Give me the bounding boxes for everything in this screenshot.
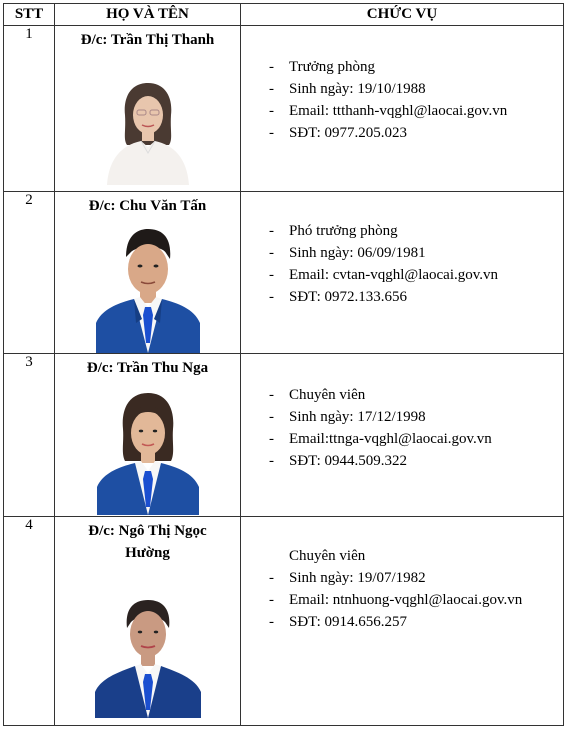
table-row — [4, 517, 564, 726]
info-cell — [241, 192, 564, 354]
person-name: Đ/c: Trần Thu Nga — [86, 360, 209, 376]
name-cell — [55, 354, 241, 517]
info-birthdate: - Sinh ngày: 19/07/1982 — [269, 570, 426, 586]
info-email: - Email: cvtan-vqghl@laocai.gov.vn — [269, 267, 499, 283]
header-stt: STT — [4, 4, 55, 26]
info-phone: - SĐT: 0944.509.322 — [269, 453, 408, 469]
info-email: - Email: ntnhuong-vqghl@laocai.gov.vn — [269, 592, 523, 608]
portrait-woman-blue-suit-icon — [97, 381, 199, 515]
person-name: Đ/c: Ngô Thị Ngọc Hường — [88, 523, 207, 561]
portrait-woman-white-shirt-icon — [101, 73, 195, 185]
row-number: 3 — [4, 354, 55, 517]
portrait-woman-blue-suit-icon — [95, 592, 201, 718]
info-email: - Email: ttthanh-vqghl@laocai.gov.vn — [269, 103, 508, 119]
table-row — [4, 26, 564, 192]
info-position: - Chuyên viên — [269, 387, 366, 403]
portrait-man-blue-suit-icon — [96, 219, 200, 353]
info-position: - Trưởng phòng — [269, 59, 375, 75]
info-email: - Email:ttnga-vqghl@laocai.gov.vn — [269, 431, 492, 447]
info-position: Chuyên viên — [289, 548, 366, 564]
table-header-row — [4, 4, 564, 26]
info-list — [241, 56, 563, 144]
info-list — [241, 545, 563, 633]
info-list — [241, 384, 563, 472]
info-cell — [241, 517, 564, 726]
info-phone: - SĐT: 0972.133.656 — [269, 289, 408, 305]
info-phone: - SĐT: 0977.205.023 — [269, 125, 408, 141]
table-row — [4, 192, 564, 354]
info-birthdate: - Sinh ngày: 06/09/1981 — [269, 245, 426, 261]
info-birthdate: - Sinh ngày: 17/12/1998 — [269, 409, 426, 425]
header-position: CHỨC VỤ — [241, 4, 564, 26]
info-list — [241, 220, 563, 308]
info-cell — [241, 26, 564, 192]
name-cell — [55, 26, 241, 192]
info-birthdate: - Sinh ngày: 19/10/1988 — [269, 81, 426, 97]
row-number: 1 — [4, 26, 55, 192]
info-cell — [241, 354, 564, 517]
header-name: HỌ VÀ TÊN — [55, 4, 241, 26]
staff-table — [3, 3, 564, 726]
info-position: - Phó trưởng phòng — [269, 223, 398, 239]
table-row — [4, 354, 564, 517]
row-number: 2 — [4, 192, 55, 354]
person-name: Đ/c: Trần Thị Thanh — [80, 32, 215, 48]
name-cell — [55, 192, 241, 354]
row-number: 4 — [4, 517, 55, 726]
info-phone: - SĐT: 0914.656.257 — [269, 614, 408, 630]
name-cell — [55, 517, 241, 726]
person-name: Đ/c: Chu Văn Tấn — [88, 198, 207, 214]
